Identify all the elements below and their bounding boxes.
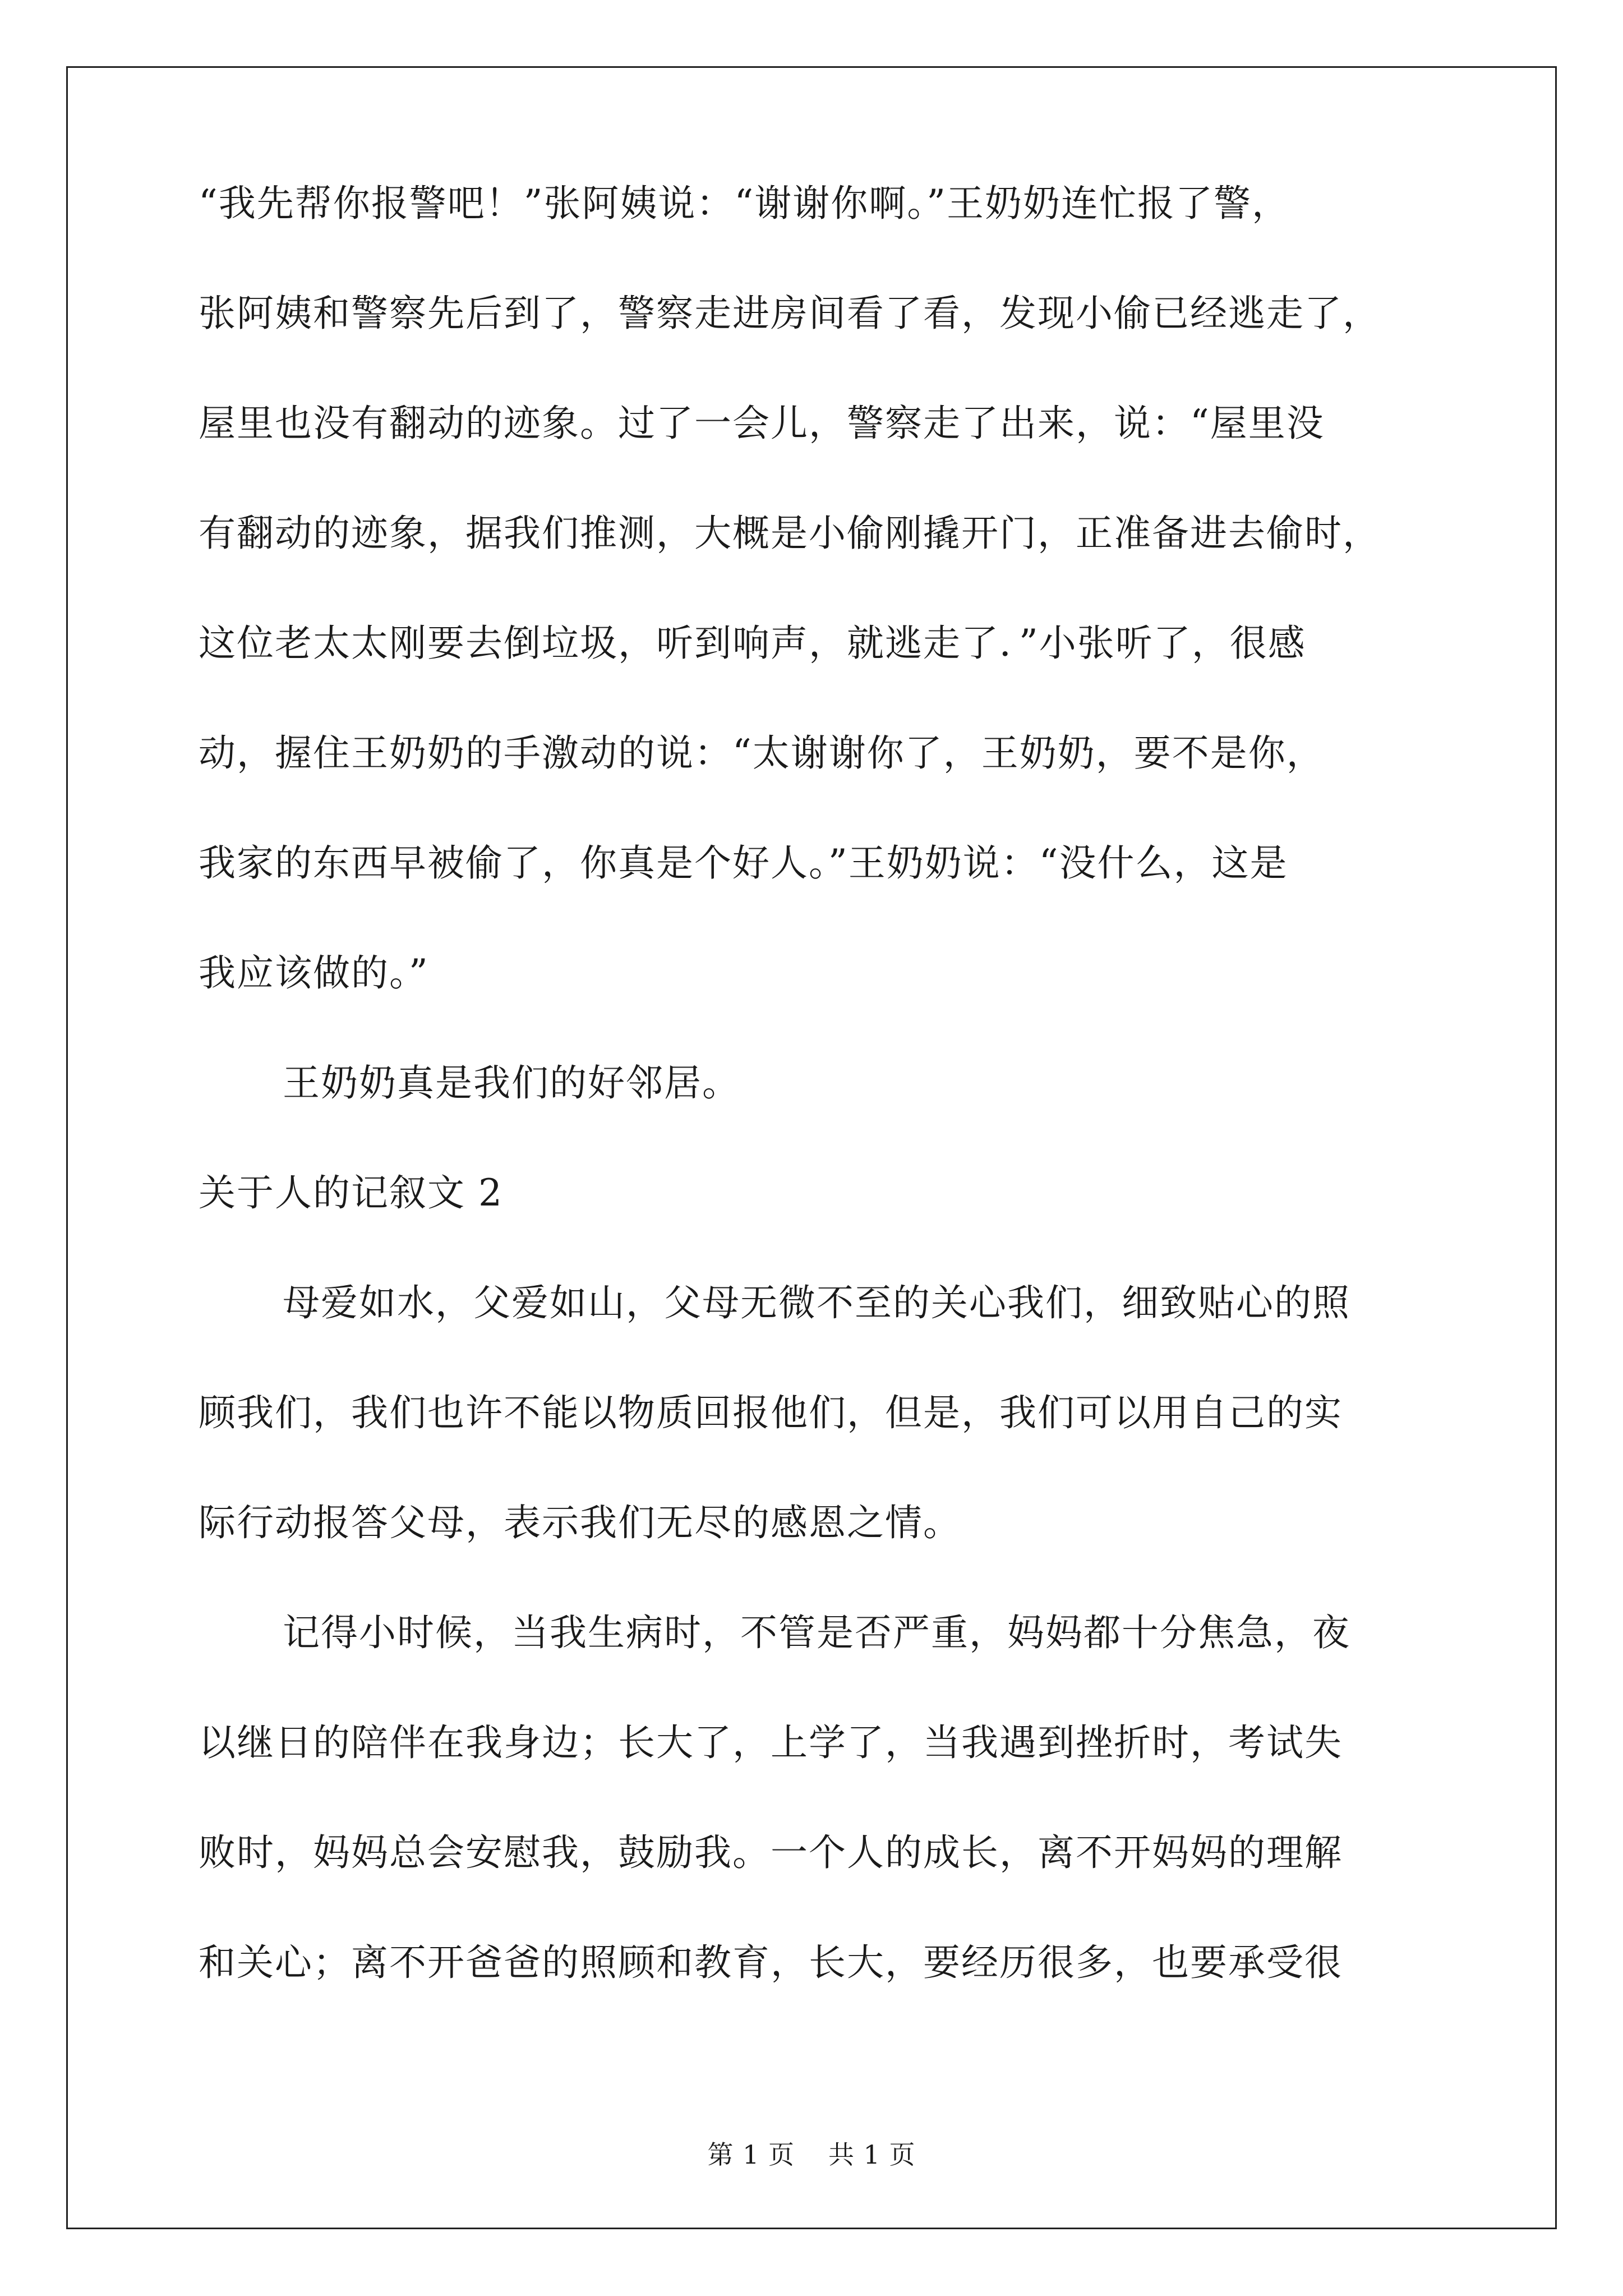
text-line: “我先帮你报警吧！”张阿姨说：“谢谢你啊。”王奶奶连忙报了警， <box>199 182 1290 225</box>
text-line: 张阿姨和警察先后到了，警察走进房间看了看，发现小偷已经逃走了， <box>199 292 1381 335</box>
text-line: 我应该做的。” <box>199 951 429 995</box>
page-footer <box>0 2134 1623 2171</box>
text-line: 败时，妈妈总会安慰我，鼓励我。一个人的成长，离不开妈妈的理解 <box>199 1831 1343 1874</box>
text-line: 际行动报答父母，表示我们无尽的感恩之情。 <box>199 1501 961 1544</box>
text-line: 这位老太太刚要去倒垃圾，听到响声，就逃走了．”小张听了，很感 <box>199 622 1306 665</box>
page-number: 第 1 页 <box>707 2139 795 2170</box>
section-heading: 关于人的记叙文 2 <box>199 1171 503 1214</box>
text-line: 我家的东西早被偷了，你真是个好人。”王奶奶说：“没什么，这是 <box>199 841 1288 885</box>
text-line: 动，握住王奶奶的手激动的说：“太谢谢你了，王奶奶，要不是你， <box>199 731 1325 775</box>
text-line: 王奶奶真是我们的好邻居。 <box>283 1061 740 1105</box>
text-line: 记得小时候，当我生病时，不管是否严重，妈妈都十分焦急，夜 <box>283 1611 1350 1654</box>
text-line: 和关心；离不开爸爸的照顾和教育，长大，要经历很多，也要承受很 <box>199 1941 1343 1984</box>
text-line: 顾我们，我们也许不能以物质回报他们，但是，我们可以用自己的实 <box>199 1391 1343 1434</box>
text-line: 有翻动的迹象，据我们推测，大概是小偷刚撬开门，正准备进去偷时， <box>199 512 1381 555</box>
text-line: 以继日的陪伴在我身边；长大了，上学了，当我遇到挫折时，考试失 <box>199 1721 1343 1764</box>
text-line: 屋里也没有翻动的迹象。过了一会儿，警察走了出来，说：“屋里没 <box>199 402 1325 445</box>
text-line: 母爱如水，父爱如山，父母无微不至的关心我们，细致贴心的照 <box>283 1281 1350 1324</box>
page-frame <box>66 66 1557 2229</box>
page-total: 共 1 页 <box>828 2139 916 2170</box>
